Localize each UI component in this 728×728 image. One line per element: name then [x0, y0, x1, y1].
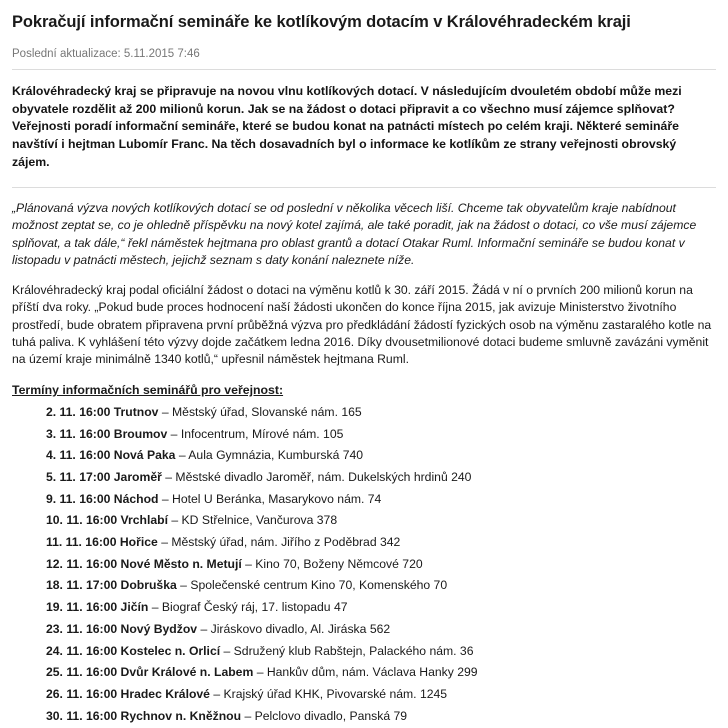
seminar-datetime-place: 26. 11. 16:00 Hradec Králové	[46, 686, 210, 701]
seminar-venue: – Infocentrum, Mírové nám. 105	[170, 426, 344, 441]
list-item	[46, 514, 716, 526]
seminar-venue: – Kino 70, Boženy Němcové 720	[245, 556, 423, 571]
seminar-datetime-place: 2. 11. 16:00 Trutnov	[46, 404, 159, 419]
list-item	[46, 536, 716, 548]
list-item	[46, 493, 716, 505]
seminar-venue: – Společenské centrum Kino 70, Komenského 70	[180, 578, 448, 593]
list-item	[46, 710, 716, 722]
seminar-datetime-place: 24. 11. 16:00 Kostelec n. Orlicí	[46, 643, 221, 658]
seminar-datetime-place: 10. 11. 16:00 Vrchlabí	[46, 513, 168, 528]
list-item	[46, 601, 716, 613]
seminar-venue: – Městský úřad, Slovanské nám. 165	[161, 404, 362, 419]
seminar-venue: – Městský úřad, nám. Jiřího z Poděbrad 342	[161, 535, 401, 550]
seminar-venue: – Městské divadlo Jaroměř, nám. Dukelských hrdinů 240	[165, 469, 472, 484]
seminar-datetime-place: 4. 11. 16:00 Nová Paka	[46, 448, 176, 463]
seminar-datetime-place: 23. 11. 16:00 Nový Bydžov	[46, 621, 198, 636]
seminar-datetime-place: 5. 11. 17:00 Jaroměř	[46, 469, 162, 484]
seminar-venue: – Aula Gymnázia, Kumburská 740	[178, 448, 364, 463]
seminar-datetime-place: 30. 11. 16:00 Rychnov n. Kněžnou	[46, 708, 242, 723]
seminar-venue: – Biograf Český ráj, 17. listopadu 47	[151, 600, 348, 615]
seminar-datetime-place: 9. 11. 16:00 Náchod	[46, 491, 159, 506]
seminar-venue: – Jiráskovo divadlo, Al. Jiráska 562	[200, 621, 391, 636]
list-item	[46, 623, 716, 635]
article-paragraph-1: „Plánovaná výzva nových kotlíkových dotací se od poslední v několika věcech liší. Chceme tak obyvatelům kraje nabídnout možnost zeptat se, co je ohledně příspěvku na nový kotel zajímá, ale také poradit, jak na žádost o dotaci, co vše musí zájemce splňovat, a tak dále,“ řekl náměstek hejtmana pro oblast grantů a dotací Otakar Ruml. Informační semináře se budou konat v listopadu v patnácti městech, jejichž seznam s daty konání naleznete níže.	[12, 200, 697, 268]
list-item	[46, 471, 716, 483]
seminar-datetime-place: 19. 11. 16:00 Jičín	[46, 600, 149, 615]
perex-divider	[12, 187, 716, 188]
seminar-datetime-place: 25. 11. 16:00 Dvůr Králové n. Labem	[46, 665, 254, 680]
seminar-venue: – Hotel U Beránka, Masarykovo nám. 74	[161, 491, 382, 506]
seminar-datetime-place: 3. 11. 16:00 Broumov	[46, 426, 168, 441]
list-item	[46, 645, 716, 657]
article-paragraph-2: Královéhradecký kraj podal oficiální žádost o dotaci na výměnu kotlů k 30. září 2015. Žádá v ní o prvních 200 milionů korun na příští dva roky. „Pokud bude proces hodnocení naší žádosti ukončen do konce října 2015, jak avizuje Ministerstvo životního prostředí, bude obratem připravena první průběžná výzva pro předkládání žádostí fyzických osob na výměnu zastaralého kotle na tuhá paliva. K vyhlášení této výzvy dojde začátkem ledna 2016. Díky dvousetmilionové dotaci budeme smluvně zavázáni vyměnit na území kraje minimálně 1340 kotlů,“ upřesnil náměstek hejtmana Ruml.	[12, 282, 712, 367]
list-item	[46, 666, 716, 678]
seminar-venue: – Sdružený klub Rabštejn, Palackého nám. 36	[223, 643, 474, 658]
seminar-datetime-place: 18. 11. 17:00 Dobruška	[46, 578, 177, 593]
last-updated-text: Poslední aktualizace: 5.11.2015 7:46	[12, 48, 716, 70]
seminars-list	[12, 406, 716, 722]
seminar-venue: – KD Střelnice, Vančurova 378	[171, 513, 338, 528]
article-perex: Královéhradecký kraj se připravuje na novou vlnu kotlíkových dotací. V následujícím dvouletém období může mezi obyvatele rozdělit až 200 milionů korun. Jak se na žádost o dotaci připravit a co všechno musí zájemce splňovat? Veřejnosti poradí informační semináře, které se budou konat na patnácti místech po celém kraji. Některé semináře navštíví i hejtman Lubomír Franc. Na těch dosavadních byl o informace ke kotlíkům ze strany veřejnosti obrovský zájem.	[12, 83, 682, 170]
seminar-venue: – Pelclovo divadlo, Panská 79	[244, 708, 408, 723]
list-item	[46, 449, 716, 461]
list-item	[46, 558, 716, 570]
seminars-list-title: Termíny informačních seminářů pro veřejnost:	[12, 382, 284, 397]
seminar-venue: – Krajský úřad KHK, Pivovarské nám. 1245	[213, 686, 448, 701]
list-item	[46, 428, 716, 440]
seminar-venue: – Hankův dům, nám. Václava Hanky 299	[256, 665, 478, 680]
seminar-datetime-place: 12. 11. 16:00 Nové Město n. Metují	[46, 556, 242, 571]
list-item	[46, 579, 716, 591]
seminar-datetime-place: 11. 11. 16:00 Hořice	[46, 535, 158, 550]
list-item	[46, 406, 716, 418]
list-item	[46, 688, 716, 700]
page-title: Pokračují informační semináře ke kotlíkovým dotacím v Královéhradeckém kraji	[12, 13, 631, 31]
